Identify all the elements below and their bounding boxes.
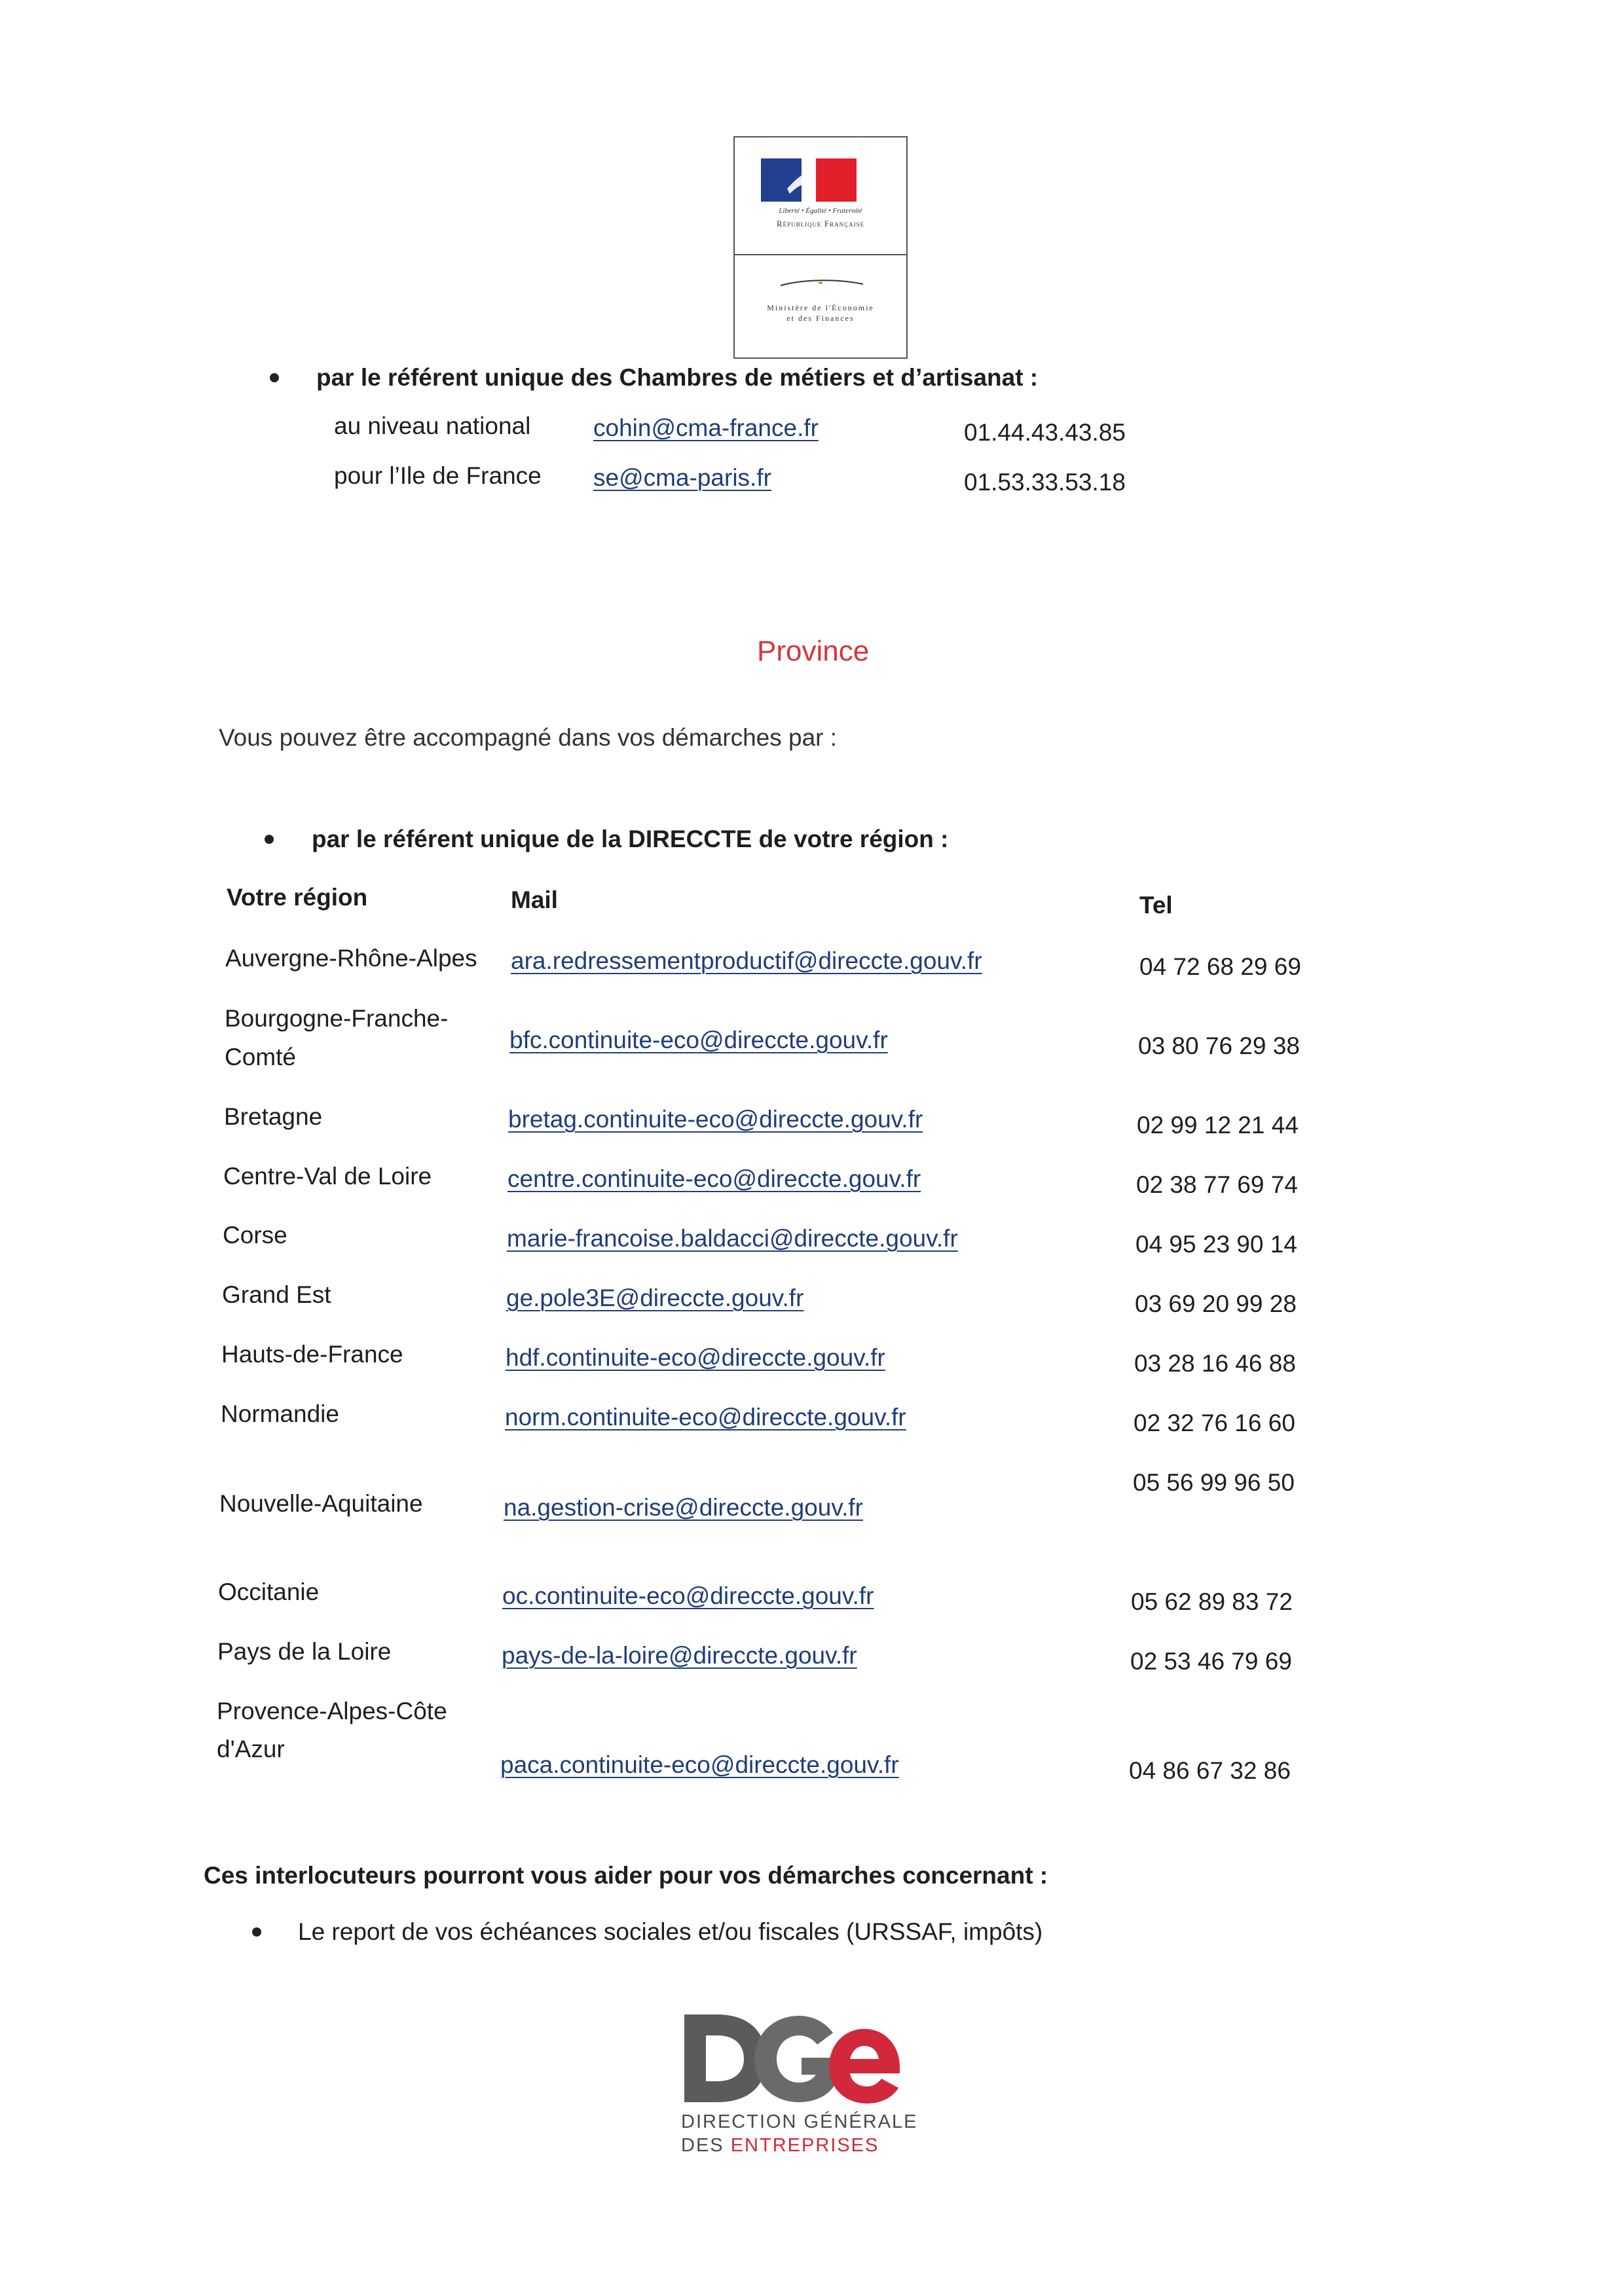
region-name: Nouvelle-Aquitaine [219,1490,423,1517]
region-phone: 03 28 16 46 88 [1134,1350,1296,1377]
region-email-link[interactable]: oc.continuite-eco@direccte.gouv.fr [502,1582,874,1609]
region-email-link[interactable]: norm.continuite-eco@direccte.gouv.fr [505,1404,906,1430]
logo-ministere-line2: et des Finances [786,314,855,323]
cma-national-label: au niveau national [334,412,531,439]
bullet-direccte [265,835,274,844]
cma-idf-label: pour l’Ile de France [334,462,542,489]
region-name: Centre-Val de Loire [223,1163,432,1190]
region-name: Normandie [221,1400,339,1427]
cma-heading: par le référent unique des Chambres de métiers et d’artisanat : [316,364,1039,391]
region-phone: 02 99 12 21 44 [1137,1112,1299,1139]
region-phone: 04 95 23 90 14 [1135,1231,1297,1258]
table-header-tel: Tel [1139,892,1173,919]
province-heading: Province [757,635,870,667]
cma-national-phone: 01.44.43.43.85 [964,419,1126,446]
region-name: Hauts-de-France [221,1341,403,1368]
dge-line2-prefix: DES [681,2135,731,2156]
region-phone: 04 72 68 29 69 [1139,953,1301,980]
region-email-link[interactable]: ara.redressementproductif@direccte.gouv.fr [511,947,982,974]
province-intro: Vous pouvez être accompagné dans vos démarches par : [219,724,838,751]
region-email-link[interactable]: paca.continuite-eco@direccte.gouv.fr [500,1751,899,1778]
region-email-link[interactable]: ge.pole3E@direccte.gouv.fr [506,1285,804,1311]
region-name: Auvergne-Rhône-Alpes [225,945,477,972]
logo-republique-francaise: République Française [776,219,865,228]
region-name: Provence-Alpes-Côte [217,1698,447,1724]
region-phone: 02 32 76 16 60 [1134,1410,1295,1436]
region-phone: 03 80 76 29 38 [1138,1032,1300,1059]
region-name: Bretagne [224,1103,323,1130]
logo-ministere-text [735,302,906,323]
region-email-link[interactable]: bfc.continuite-eco@direccte.gouv.fr [509,1027,888,1053]
region-email-link[interactable]: marie-francoise.baldacci@direccte.gouv.fr [507,1225,958,1252]
region-name-line2: d'Azur [217,1736,285,1762]
cma-idf-email-link[interactable]: se@cma-paris.fr [593,464,771,491]
region-name: Pays de la Loire [217,1638,392,1665]
region-email-link[interactable]: hdf.continuite-eco@direccte.gouv.fr [506,1344,885,1371]
flag-red-band [816,158,857,202]
bullet-cma [270,373,279,382]
logo-ministere-line1: Ministère de l'Économie [767,303,874,312]
logo-motto: Liberté • Égalité • Fraternité [779,207,862,215]
region-email-link[interactable]: bretag.continuite-eco@direccte.gouv.fr [508,1106,923,1133]
region-email-link[interactable]: centre.continuite-eco@direccte.gouv.fr [507,1165,921,1192]
region-name: Occitanie [218,1578,320,1605]
region-email-link[interactable]: pays-de-la-loire@direccte.gouv.fr [502,1642,857,1669]
logo-divider [735,254,906,255]
dge-logo [681,2007,918,2157]
region-phone: 04 86 67 32 86 [1129,1757,1291,1784]
cma-idf-phone: 01.53.33.53.18 [964,469,1126,496]
region-phone: 02 38 77 69 74 [1136,1171,1298,1198]
cma-national-email-link[interactable]: cohin@cma-france.fr [593,414,819,441]
dge-letters-icon [681,2007,904,2105]
ministere-logo [733,136,908,359]
region-phone: 05 62 89 83 72 [1131,1588,1293,1615]
dge-line2-accent: ENTREPRISES [730,2135,879,2156]
closing-bullet-text: Le report de vos échéances sociales et/ou fiscales (URSSAF, impôts) [298,1918,1043,1945]
region-name-line2: Comté [225,1044,296,1070]
region-name: Bourgogne-Franche- [225,1005,449,1032]
region-phone: 03 69 20 99 28 [1135,1290,1297,1317]
direccte-heading: par le référent unique de la DIRECCTE de votre région : [312,826,949,852]
region-phone: 02 53 46 79 69 [1130,1648,1292,1675]
region-name: Corse [223,1222,287,1248]
table-header-region: Votre région [227,884,368,911]
ministere-swoosh-icon [779,279,864,288]
bullet-closing [252,1927,261,1937]
dge-line2 [681,2135,879,2157]
region-phone: 05 56 99 96 50 [1133,1469,1295,1496]
region-name: Grand Est [222,1281,331,1308]
closing-heading: Ces interlocuteurs pourront vous aider pour vos démarches concernant : [204,1862,1048,1889]
dge-line1: DIRECTION GÉNÉRALE [681,2111,918,2132]
marianne-profile-icon [781,162,820,199]
region-email-link[interactable]: na.gestion-crise@direccte.gouv.fr [504,1494,863,1521]
table-header-mail: Mail [511,886,558,913]
